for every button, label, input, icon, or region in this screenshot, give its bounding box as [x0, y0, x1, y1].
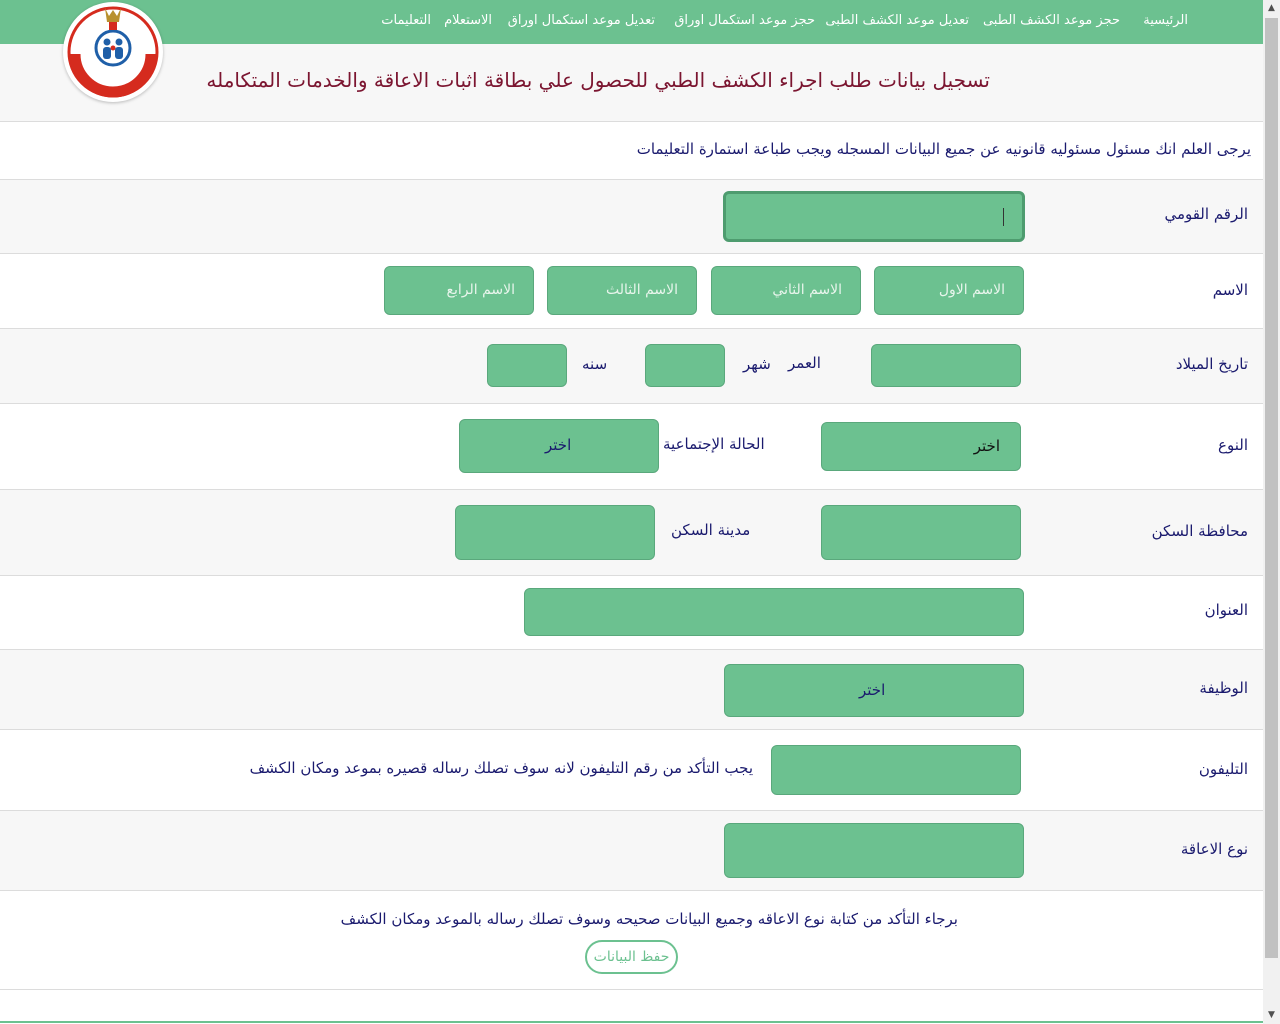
address-label: العنوان	[1204, 601, 1248, 619]
phone-row	[0, 730, 1263, 811]
vertical-scrollbar[interactable]	[1263, 0, 1280, 1024]
age-months-input[interactable]	[645, 344, 725, 387]
second-name-placeholder: الاسم الثاني	[772, 282, 842, 298]
third-name-placeholder: الاسم الثالث	[605, 282, 678, 298]
gender-row	[0, 404, 1263, 490]
age-label: العمر	[788, 354, 821, 372]
nav-edit-medical-exam[interactable]: تعديل موعد الكشف الطبى	[825, 13, 969, 28]
disability-type-input[interactable]	[724, 823, 1024, 878]
job-selected-value: اختر	[859, 681, 886, 699]
fourth-name-placeholder: الاسم الرابع	[446, 282, 515, 298]
nav-book-papers-completion[interactable]: حجز موعد استكمال اوراق	[674, 13, 815, 28]
ministry-of-health-logo	[63, 2, 163, 102]
nav-home[interactable]: الرئيسية	[1143, 13, 1188, 28]
scrollbar-thumb[interactable]	[1265, 18, 1278, 958]
scroll-up-arrow-icon[interactable]: ▲	[1268, 3, 1275, 13]
phone-input[interactable]	[771, 745, 1021, 795]
third-name-input[interactable]	[547, 266, 697, 315]
birthdate-row	[0, 329, 1263, 404]
national-id-input[interactable]	[723, 191, 1025, 242]
residence-row	[0, 490, 1263, 576]
notice-row	[0, 122, 1263, 180]
phone-hint: يجب التأكد من رقم التليفون لانه سوف تصلك رساله قصيره بموعد ومكان الكشف	[249, 759, 753, 777]
disability-row	[0, 811, 1263, 891]
page-header	[0, 44, 1263, 122]
gender-label: النوع	[1218, 436, 1248, 454]
governorate-select[interactable]	[821, 505, 1021, 560]
first-name-placeholder: الاسم الاول	[938, 282, 1005, 298]
fourth-name-input[interactable]	[384, 266, 534, 315]
footer-divider	[0, 1021, 1263, 1023]
scroll-down-arrow-icon[interactable]: ▼	[1268, 1010, 1275, 1020]
second-name-input[interactable]	[711, 266, 861, 315]
first-name-input[interactable]	[874, 266, 1024, 315]
national-id-row	[0, 180, 1263, 254]
disability-label: نوع الاعاقة	[1180, 840, 1248, 858]
address-row	[0, 576, 1263, 650]
birthdate-label: تاريخ الميلاد	[1175, 355, 1248, 373]
job-select[interactable]	[724, 664, 1024, 717]
job-row	[0, 650, 1263, 730]
job-label: الوظيفة	[1199, 679, 1248, 697]
year-label: سنه	[582, 355, 608, 373]
gender-selected-value: اختر	[973, 437, 1000, 455]
submit-row	[0, 891, 1263, 990]
marital-status-label: الحالة الإجتماعية	[663, 435, 765, 453]
month-label: شهر	[743, 355, 771, 373]
marital-status-select[interactable]	[459, 419, 659, 473]
marital-selected-value: اختر	[545, 436, 572, 454]
address-input[interactable]	[524, 588, 1024, 636]
birthdate-input[interactable]	[871, 344, 1021, 387]
nav-inquiry[interactable]: الاستعلام	[444, 13, 492, 28]
nav-book-medical-exam[interactable]: حجز موعد الكشف الطبى	[982, 13, 1120, 28]
name-label: الاسم	[1212, 281, 1248, 299]
top-navbar	[0, 0, 1263, 44]
nav-instructions[interactable]: التعليمات	[381, 13, 431, 28]
save-data-button[interactable]: حفظ البيانات	[585, 940, 678, 974]
city-select[interactable]	[455, 505, 655, 560]
city-label: مدينة السكن	[671, 521, 751, 539]
governorate-label: محافظة السكن	[1151, 522, 1248, 540]
page-title: تسجيل بيانات طلب اجراء الكشف الطبي للحصول علي بطاقة اثبات الاعاقة والخدمات المتكامله	[206, 68, 990, 92]
nav-edit-papers-completion[interactable]: تعديل موعد استكمال اوراق	[507, 13, 655, 28]
phone-label: التليفون	[1198, 760, 1248, 778]
confirm-message: برجاء التأكد من كتابة نوع الاعاقه وجميع البيانات صحيحه وسوف تصلك رساله بالموعد ومكان الكشف	[340, 910, 958, 928]
legal-notice: يرجى العلم انك مسئول مسئوليه قانونيه عن جميع البيانات المسجله ويجب طباعة استمارة التعليمات	[636, 140, 1251, 158]
ministry-logo-icon	[63, 2, 163, 102]
age-years-input[interactable]	[487, 344, 567, 387]
text-caret	[1003, 208, 1004, 226]
national-id-label: الرقم القومي	[1164, 205, 1248, 223]
name-row	[0, 254, 1263, 329]
gender-select[interactable]	[821, 422, 1021, 471]
